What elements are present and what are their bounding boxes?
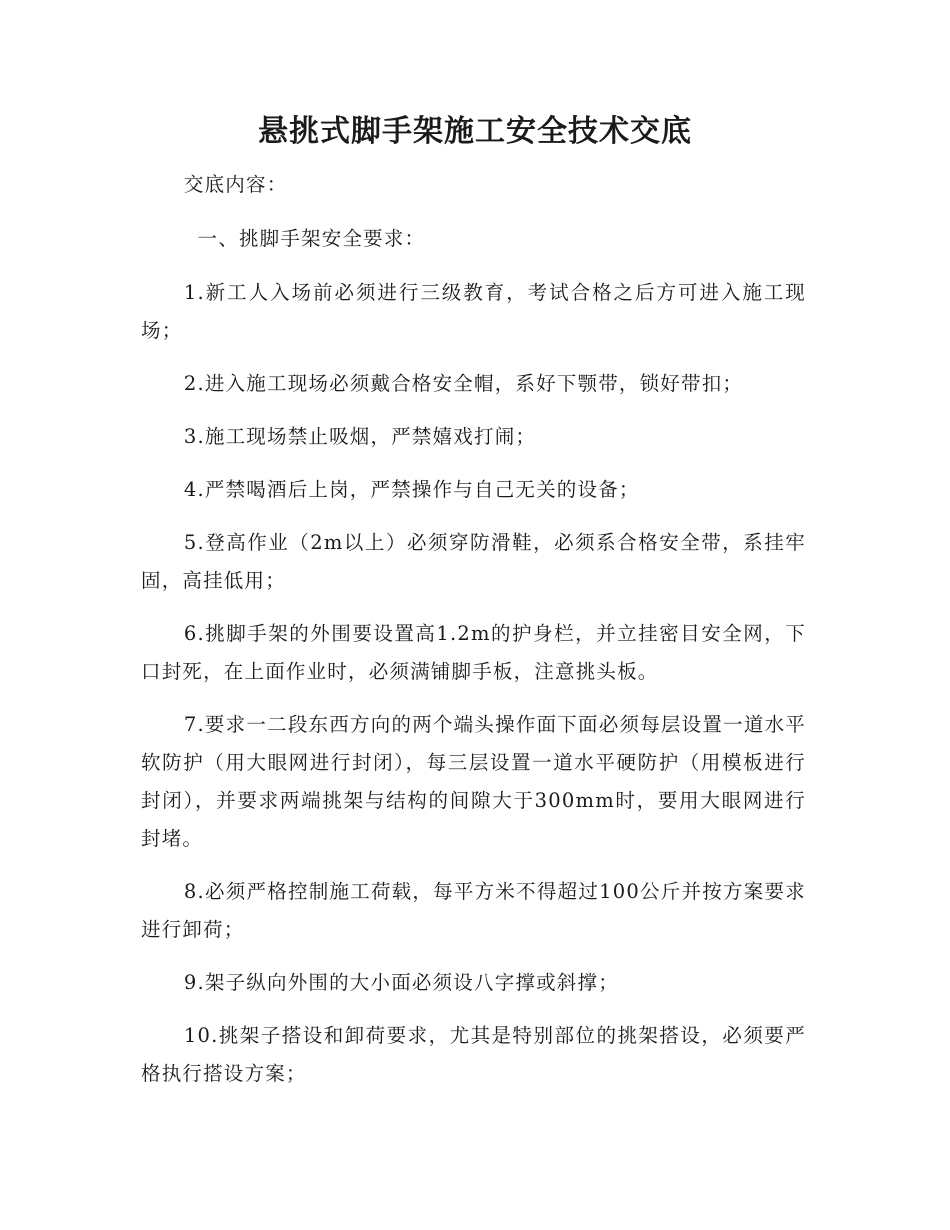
list-item: 10.挑架子搭设和卸荷要求，尤其是特别部位的挑架搭设，必须要严格执行搭设方案； xyxy=(141,1024,806,1085)
list-item: 6.挑脚手架的外围要设置高1.2m的护身栏，并立挂密目安全网，下口封死，在上面作业时，必须满铺脚手板，注意挑头板。 xyxy=(141,622,806,683)
list-item: 5.登高作业（2m以上）必须穿防滑鞋，必须系合格安全带，系挂牢固，高挂低用； xyxy=(141,531,806,592)
list-item: 1.新工人入场前必须进行三级教育，考试合格之后方可进入施工现场； xyxy=(141,281,806,342)
list-item: 7.要求一二段东西方向的两个端头操作面下面必须每层设置一道水平软防护（用大眼网进行封闭），每三层设置一道水平硬防护（用模板进行封闭），并要求两端挑架与结构的间隙大于300mm时，要用大眼网进行封堵。 xyxy=(141,713,806,850)
list-item: 4.严禁喝酒后上岗，严禁操作与自己无关的设备； xyxy=(183,478,640,501)
section-heading: 一、挑脚手架安全要求： xyxy=(197,227,426,250)
document-body xyxy=(141,166,806,1108)
list-item: 3.施工现场禁止吸烟，严禁嬉戏打闹； xyxy=(183,425,537,448)
list-item: 9.架子纵向外围的大小面必须设八字撑或斜撑； xyxy=(183,971,619,994)
document-title: 悬挑式脚手架施工安全技术交底 xyxy=(258,114,692,149)
list-item: 8.必须严格控制施工荷载，每平方米不得超过100公斤并按方案要求进行卸荷； xyxy=(141,880,806,941)
intro-text: 交底内容： xyxy=(183,173,288,196)
list-item: 2.进入施工现场必须戴合格安全帽，系好下颚带，锁好带扣； xyxy=(183,372,744,395)
